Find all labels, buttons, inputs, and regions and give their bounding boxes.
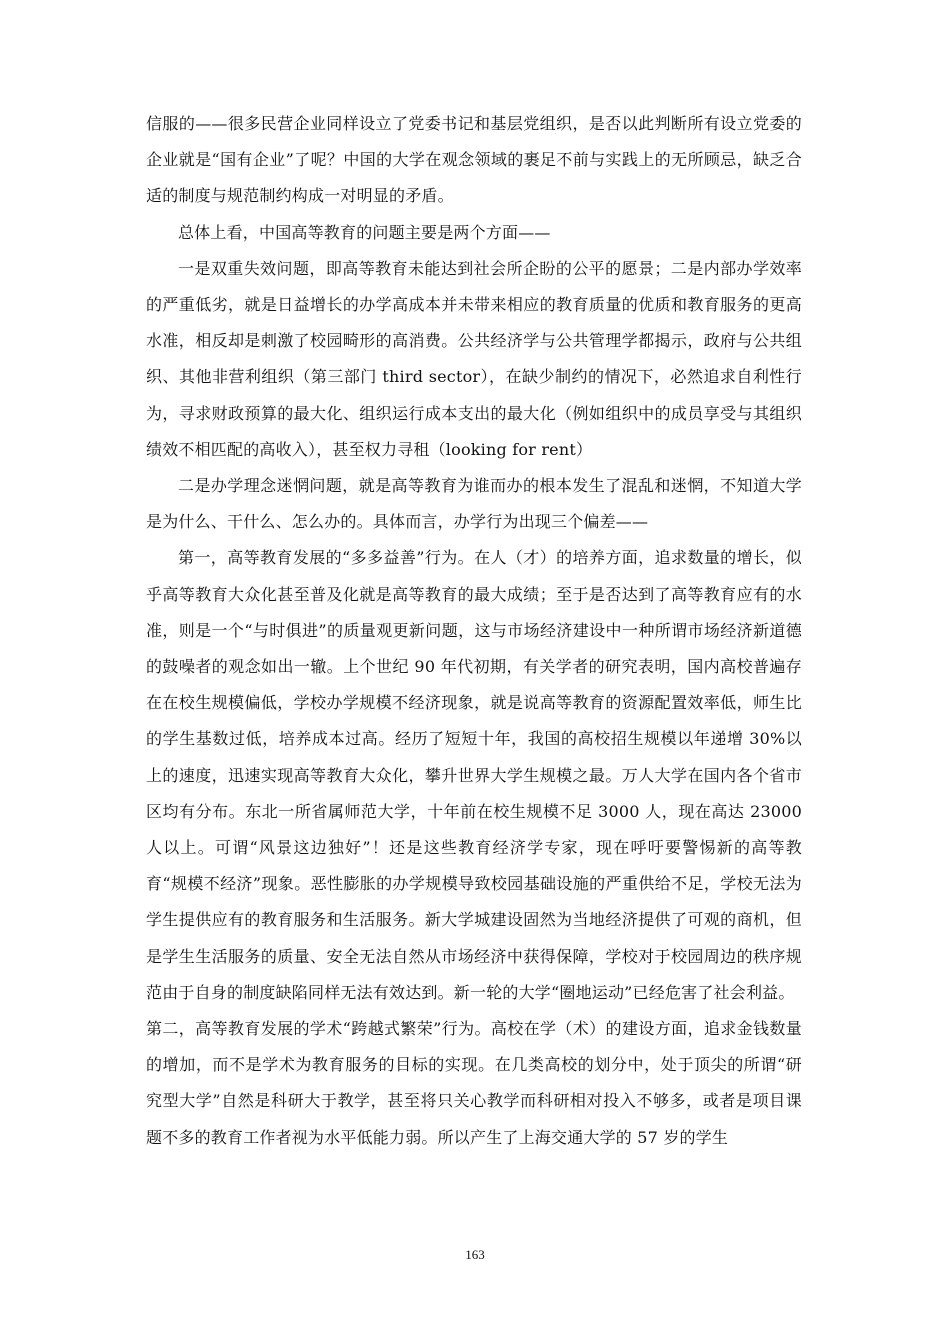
page-number: 163 [465,1247,485,1262]
paragraph-dual-failure: 一是双重失效问题，即高等教育未能达到社会所企盼的公平的愿景；二是内部办学效率的严重低劣，就是日益增长的办学高成本并未带来相应的教育质量的优质和教育服务的更高水准，相反却是刺激了校园畸形的高消费。公共经济学与公共管理学都揭示，政府与公共组织、其他非营利组织（第三部门 third sector），在缺少制约的情况下，必然追求自利性行为，寻求财政预算的最大化、组织运行成本支出的最大化（例如组织中的成员享受与其组织绩效不相匹配的高收入），甚至权力寻租（looking for rent） [146,258,802,459]
paragraph-continuation: 信服的——很多民营企业同样设立了党委书记和基层党组织，是否以此判断所有设立党委的企业就是“国有企业”了呢？中国的大学在观念领域的裹足不前与实践上的无所顾忌，缺乏合适的制度与规范制约构成一对明显的矛盾。 [146,114,802,206]
paragraph-first-deviation: 第一，高等教育发展的“多多益善”行为。在人（才）的培养方面，追求数量的增长，似乎高等教育大众化甚至普及化就是高等教育的最大成绩；至于是否达到了高等教育应有的水准，则是一个“与时俱进”的质量观更新问题，这与市场经济建设中一种所谓市场经济新道德的鼓噪者的观念如出一辙。上个世纪 90 年代初期，有关学者的研究表明，国内高校普遍存在在校生规模偏低，学校办学规模不经济现象，就是说高等教育的资源配置效率低，师生比的学生基数过低，培养成本过高。经历了短短十年，我国的高校招生规模以年递增 30%以上的速度，迅速实现高等教育大众化，攀升世界大学生规模之最。万人大学在国内各个省市区均有分布。东北一所省属师范大学，十年前在校生规模不足 3000 人，现在高达 23000 人以上。可谓“风景这边独好”！还是这些教育经济学专家，现在呼吁要警惕新的高等教育“规模不经济”现象。恶性膨胀的办学规模导致校园基础设施的严重供给不足，学校无法为学生提供应有的教育服务和生活服务。新大学城建设固然为当地经济提供了可观的商机，但是学生生活服务的质量、安全无法自然从市场经济中获得保障，学校对于校园周边的秩序规范由于自身的制度缺陷同样无法有效达到。新一轮的大学“圈地运动”已经危害了社会利益。 [146,548,802,1002]
paragraph-summary: 总体上看，中国高等教育的问题主要是两个方面—— [178,222,551,242]
body-text [146,106,802,1156]
paragraph-philosophy-confusion: 二是办学理念迷惘问题，就是高等教育为谁而办的根本发生了混乱和迷惘，不知道大学是为什么、干什么、怎么办的。具体而言，办学行为出现三个偏差—— [146,476,802,532]
paragraph-second-deviation: 第二，高等教育发展的学术“跨越式繁荣”行为。高校在学（术）的建设方面，追求金钱数量的增加，而不是学术为教育服务的目标的实现。在几类高校的划分中，处于顶尖的所谓“研究型大学”自然是科研大于教学，甚至将只关心教学而科研相对投入不够多，或者是项目课题不多的教育工作者视为水平低能力弱。所以产生了上海交通大学的 57 岁的学生 [146,1019,802,1147]
